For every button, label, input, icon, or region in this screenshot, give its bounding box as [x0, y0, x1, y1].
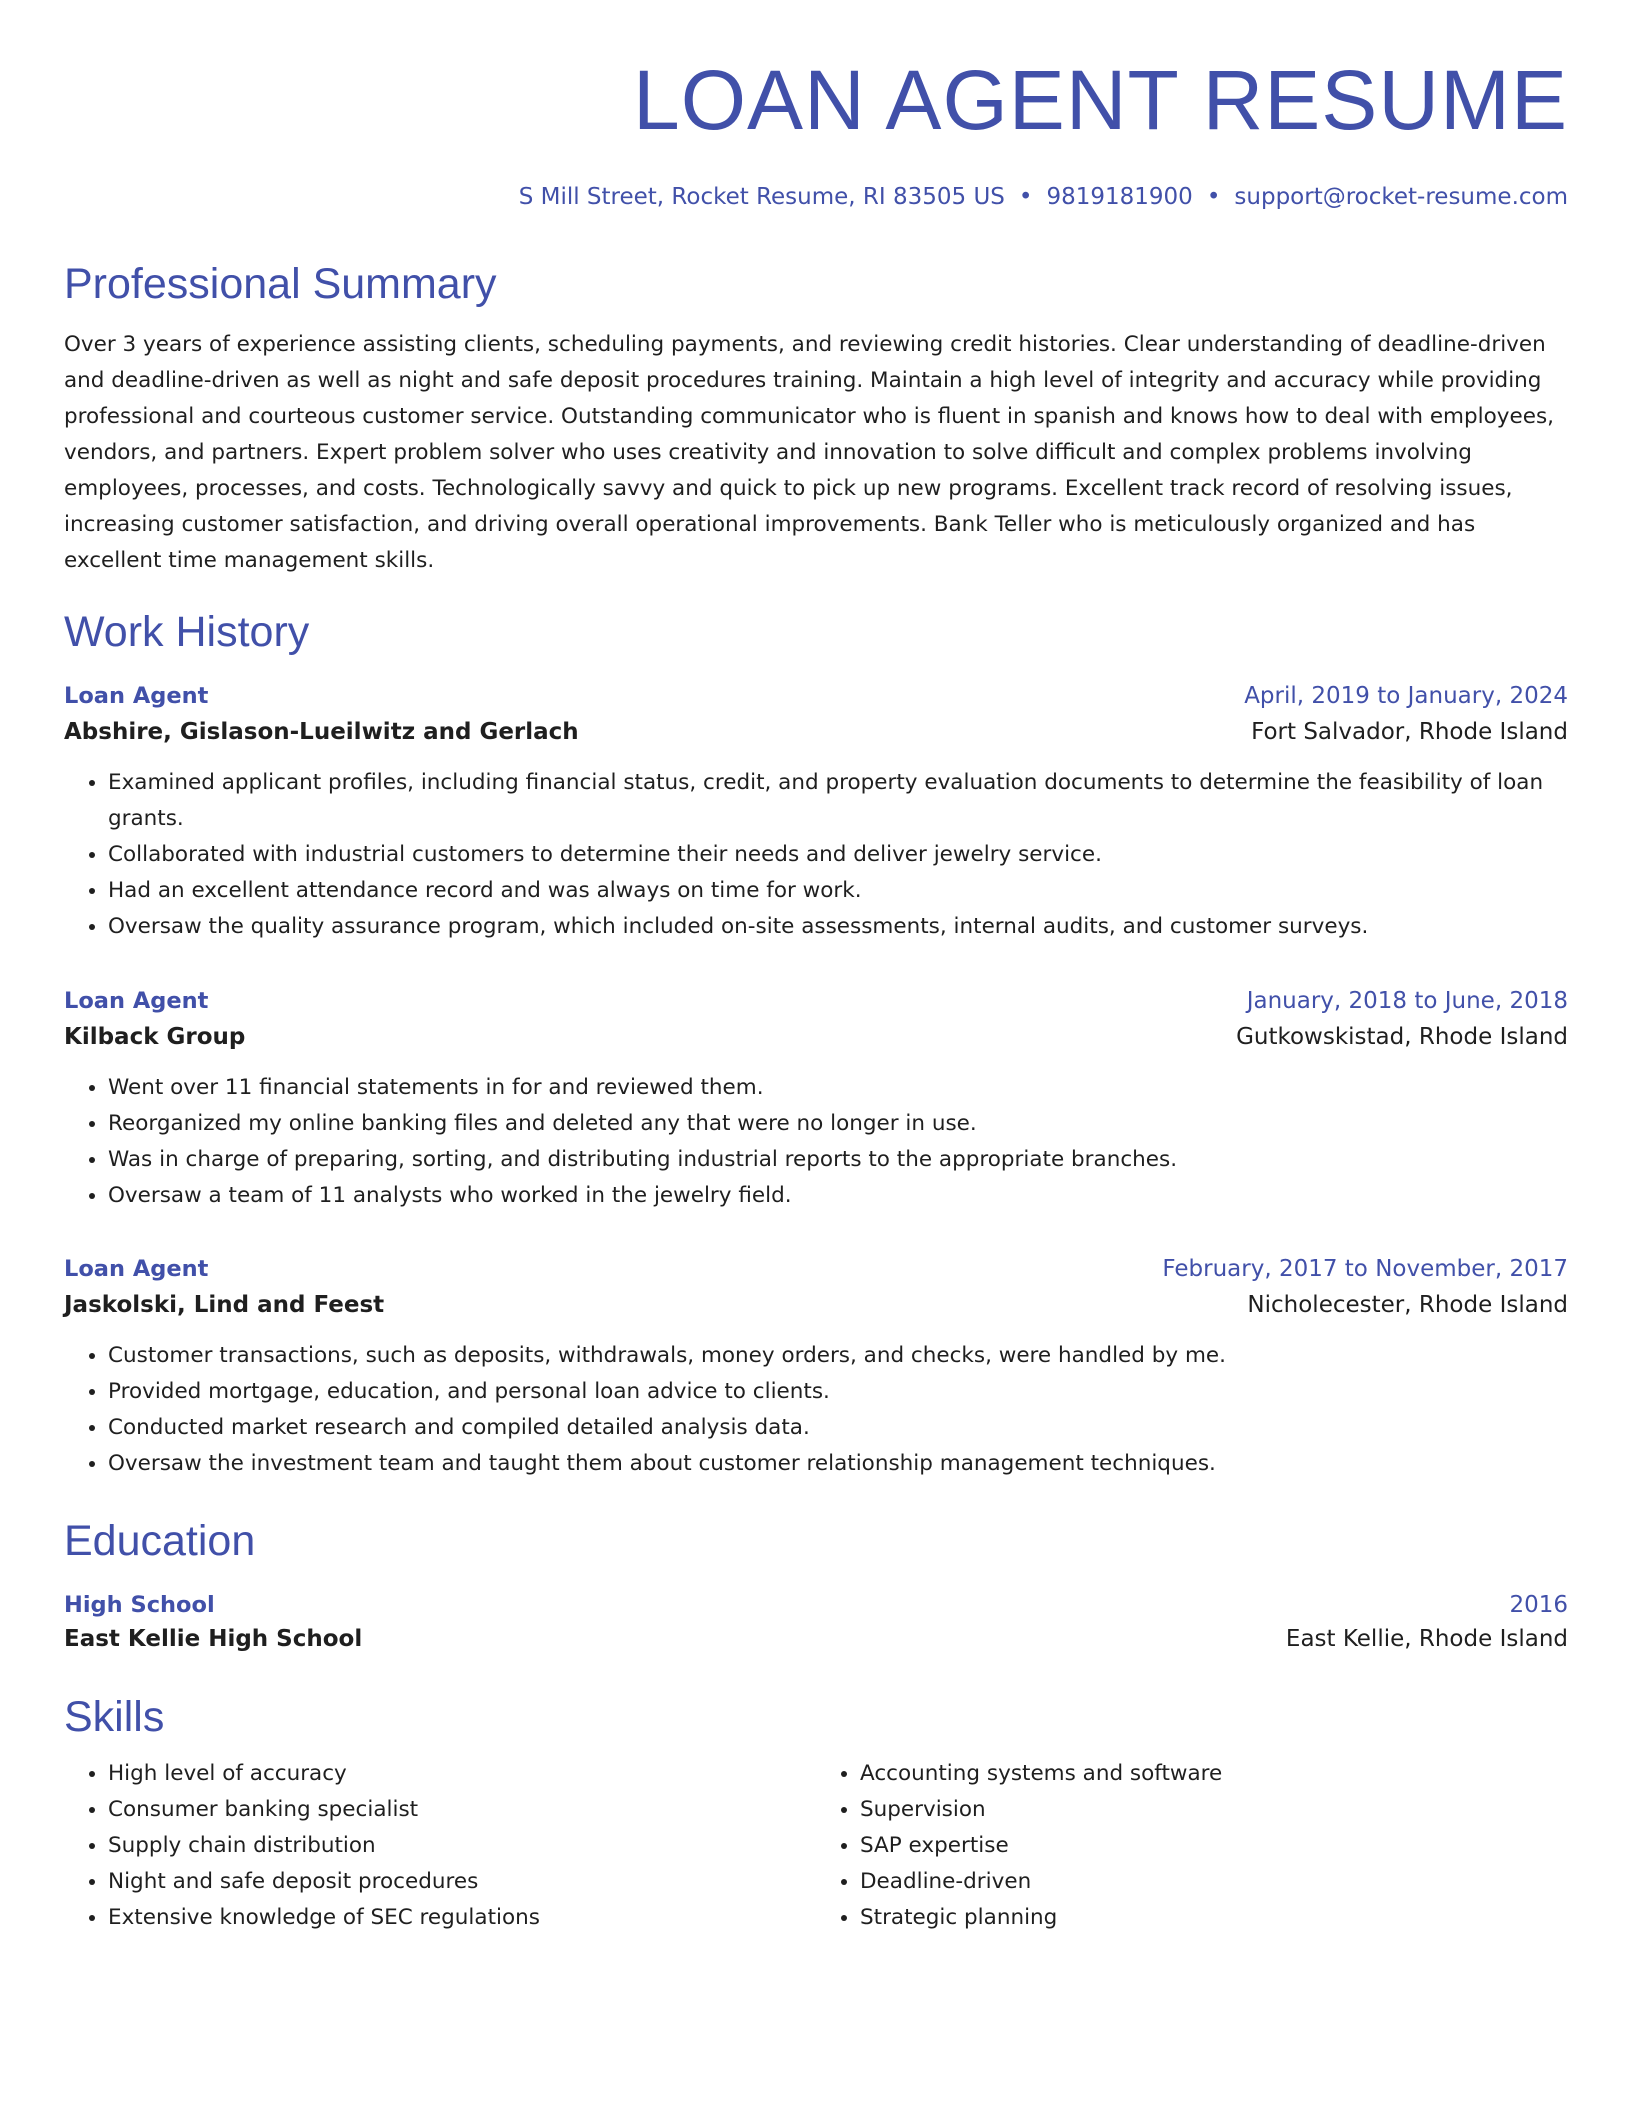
work-history-section [64, 608, 1568, 657]
list-item: • Night and safe deposit procedures [108, 1864, 816, 1900]
education-location: East Kellie, Rhode Island [1285, 1626, 1568, 1652]
job-bullets [64, 1338, 1568, 1482]
job-location: Nicholecester, Rhode Island [1247, 1292, 1568, 1318]
education-school: East Kellie High School [64, 1626, 363, 1652]
list-item: • SAP expertise [860, 1828, 1568, 1864]
job-role: Loan Agent [64, 988, 209, 1014]
list-item: • Consumer banking specialist [108, 1792, 816, 1828]
list-item: • Supply chain distribution [108, 1828, 816, 1864]
list-item: • Extensive knowledge of SEC regulations [108, 1900, 816, 1936]
education-degree: High School [64, 1592, 215, 1618]
list-item: • Strategic planning [860, 1900, 1568, 1936]
contact-line [64, 184, 1568, 210]
phone: 9819181900 [1046, 184, 1193, 210]
list-item: • Oversaw the quality assurance program, which included on-site assessments, internal audits, and customer surveys. [108, 909, 1568, 945]
list-item: • Was in charge of preparing, sorting, and distributing industrial reports to the appropriate branches. [108, 1142, 1568, 1178]
section-title-summary: Professional Summary [64, 260, 497, 308]
job-company: Jaskolski, Lind and Feest [64, 1292, 385, 1318]
list-item: • Accounting systems and software [860, 1756, 1568, 1792]
job-company: Kilback Group [64, 1024, 246, 1050]
list-item: • Supervision [860, 1792, 1568, 1828]
list-item: • Reorganized my online banking files and deleted any that were no longer in use. [108, 1106, 1568, 1142]
job-role: Loan Agent [64, 683, 209, 709]
job-entry [64, 1256, 1568, 1482]
list-item: • Oversaw the investment team and taught them about customer relationship management techniques. [108, 1446, 1568, 1482]
separator-dot: • [1018, 184, 1033, 210]
separator-dot: • [1206, 184, 1221, 210]
job-dates: January, 2018 to June, 2018 [1246, 988, 1568, 1014]
job-dates: April, 2019 to January, 2024 [1244, 683, 1568, 709]
skills-section [64, 1693, 1568, 1936]
summary-section [64, 260, 1568, 579]
list-item: • Oversaw a team of 11 analysts who worked in the jewelry field. [108, 1178, 1568, 1214]
job-entry [64, 683, 1568, 945]
summary-text: Over 3 years of experience assisting clients, scheduling payments, and reviewing credit histories. Clear understanding of deadline-driven and deadline-driven as well as night and safe deposit procedures training. Maintain a high level of integrity and accuracy while providing professional and courteous customer service. Outstanding communicator who is fluent in spanish and knows how to deal with employees, vendors, and partners. Expert problem solver who uses creativity and innovation to solve difficult and complex problems involving employees, processes, and costs. Technologically savvy and quick to pick up new programs. Excellent track record of resolving issues, increasing customer satisfaction, and driving overall operational improvements. Bank Teller who is meticulously organized and has excellent time management skills. [64, 332, 1554, 573]
list-item: • Collaborated with industrial customers to determine their needs and deliver jewelry service. [108, 837, 1568, 873]
list-item: • Had an excellent attendance record and was always on time for work. [108, 873, 1568, 909]
job-location: Gutkowskistad, Rhode Island [1236, 1024, 1568, 1050]
section-title-education: Education [64, 1517, 256, 1565]
job-bullets [64, 1070, 1568, 1214]
job-bullets [64, 765, 1568, 945]
list-item: • Conducted market research and compiled detailed analysis data. [108, 1410, 1568, 1446]
job-dates: February, 2017 to November, 2017 [1162, 1256, 1568, 1282]
section-title-work: Work History [64, 608, 310, 656]
address: S Mill Street, Rocket Resume, RI 83505 US [518, 184, 1005, 210]
section-title-skills: Skills [64, 1693, 165, 1741]
list-item: • Went over 11 financial statements in for and reviewed them. [108, 1070, 1568, 1106]
education-section [64, 1517, 1568, 1566]
list-item: • Deadline-driven [860, 1864, 1568, 1900]
job-location: Fort Salvador, Rhode Island [1251, 719, 1568, 745]
list-item: • High level of accuracy [108, 1756, 816, 1792]
resume-title: LOAN AGENT RESUME [632, 53, 1568, 147]
education-year: 2016 [1509, 1592, 1568, 1618]
job-company: Abshire, Gislason-Lueilwitz and Gerlach [64, 719, 579, 745]
job-role: Loan Agent [64, 1256, 209, 1282]
email-link[interactable]: support@rocket-resume.com [1234, 184, 1568, 210]
education-entry [64, 1592, 1568, 1652]
skills-list-left [64, 1756, 816, 1936]
skills-list-right [816, 1756, 1568, 1936]
list-item: • Provided mortgage, education, and personal loan advice to clients. [108, 1374, 1568, 1410]
list-item: • Examined applicant profiles, including financial status, credit, and property evaluation documents to determine the feasibility of loan grants. [108, 765, 1568, 837]
job-entry [64, 988, 1568, 1214]
list-item: • Customer transactions, such as deposits, withdrawals, money orders, and checks, were handled by me. [108, 1338, 1568, 1374]
